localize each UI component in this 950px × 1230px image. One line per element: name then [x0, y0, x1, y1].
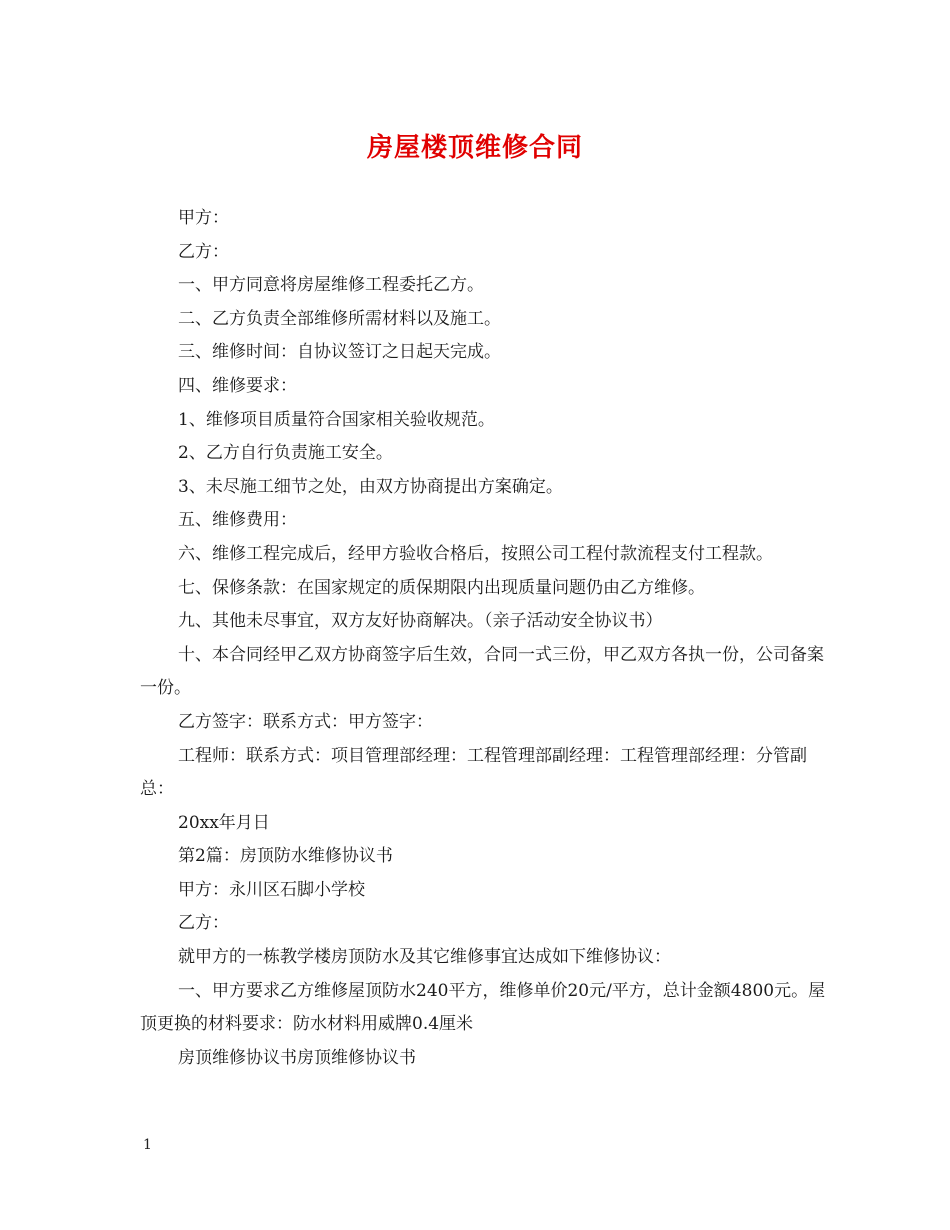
paragraph-waterproof-clause: 一、甲方要求乙方维修屋顶防水240平方，维修单价20元/平方，总计金额4800元。屋顶更换的材料要求：防水材料用威牌0.4厘米: [140, 980, 826, 1035]
paragraph-clause-10: 十、本合同经甲乙双方协商签字后生效，合同一式三份，甲乙双方各执一份，公司备案一份。: [140, 644, 824, 699]
paragraph-clause-5: 五、维修费用：: [178, 510, 297, 531]
paragraph-agreement-intro: 就甲方的一栋教学楼房顶防水及其它维修事宜达成如下维修协议：: [178, 947, 671, 968]
paragraph-clause-2: 二、乙方负责全部维修所需材料以及施工。: [178, 308, 501, 329]
paragraph-clause-4: 四、维修要求：: [178, 375, 297, 396]
paragraph-clause-1: 一、甲方同意将房屋维修工程委托乙方。: [178, 275, 484, 296]
paragraph-clause-9: 九、其他未尽事宜，双方友好协商解决。（亲子活动安全协议书）: [178, 611, 663, 632]
document-title: 房屋楼顶维修合同: [366, 133, 583, 163]
paragraph-party-b: 乙方：: [178, 241, 229, 262]
paragraph-date: 20xx年月日: [178, 812, 270, 833]
paragraph-requirement-1: 1、维修项目质量符合国家相关验收规范。: [178, 409, 495, 430]
paragraph-clause-7: 七、保修条款：在国家规定的质保期限内出现质量问题仍由乙方维修。: [178, 577, 705, 598]
paragraph-requirement-2: 2、乙方自行负责施工安全。: [178, 443, 393, 464]
paragraph-clause-6: 六、维修工程完成后，经甲方验收合格后，按照公司工程付款流程支付工程款。: [178, 543, 773, 564]
paragraph-approvers: 工程师：联系方式：项目管理部经理：工程管理部副经理：工程管理部经理：分管副总：: [140, 745, 807, 800]
paragraph-footer-repeat: 房顶维修协议书房顶维修协议书: [178, 1047, 416, 1068]
page-number: 1: [143, 1137, 152, 1153]
document-body: [140, 202, 830, 1075]
paragraph-section-2-heading: 第2篇：房顶防水维修协议书: [178, 846, 393, 867]
paragraph-clause-3: 三、维修时间：自协议签订之日起天完成。: [178, 342, 501, 363]
paragraph-party-b-2: 乙方：: [178, 913, 229, 934]
paragraph-party-a-school: 甲方：永川区石脚小学校: [178, 879, 365, 900]
paragraph-requirement-3: 3、未尽施工细节之处，由双方协商提出方案确定。: [178, 476, 563, 497]
paragraph-party-a: 甲方：: [178, 208, 229, 228]
paragraph-signatures: 乙方签字：联系方式：甲方签字：: [178, 711, 433, 732]
